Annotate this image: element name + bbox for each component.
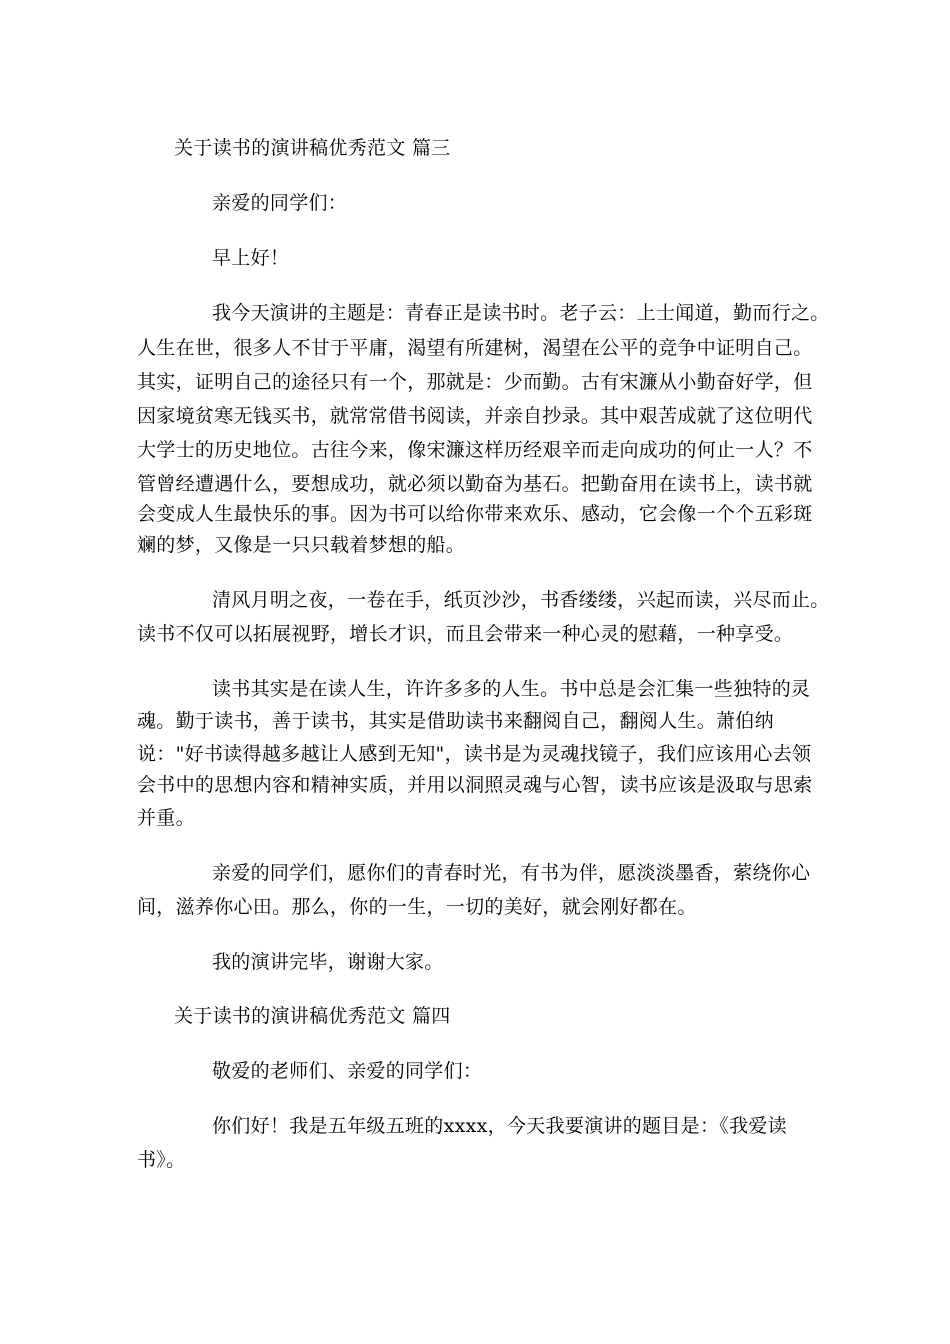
paragraph-line: 间，滋养你心田。那么，你的一生，一切的美好，就会刚好都在。 — [137, 896, 697, 918]
paragraph-line: 管曾经遭遇什么，要想成功，就必须以勤奋为基石。把勤奋用在读书上，读书就 — [137, 473, 813, 495]
closing: 我的演讲完毕，谢谢大家。 — [212, 951, 444, 973]
paragraph-line: 并重。 — [137, 807, 195, 829]
paragraph-line: 读书其实是在读人生，许许多多的人生。书中总是会汇集一些独特的灵 — [212, 678, 811, 700]
paragraph-line: 人生在世，很多人不甘于平庸，渴望有所建树，渴望在公平的竞争中证明自己。 — [137, 337, 813, 359]
salutation: 敬爱的老师们、亲爱的同学们： — [212, 1060, 483, 1082]
paragraph-line: 斓的梦，又像是一只只载着梦想的船。 — [137, 534, 466, 556]
paragraph-line: 其实，证明自己的途径只有一个，那就是：少而勤。古有宋濂从小勤奋好学，但 — [137, 371, 813, 393]
paragraph-line: 书》。 — [137, 1149, 186, 1171]
paragraph-line: 会变成人生最快乐的事。因为书可以给你带来欢乐、感动，它会像一个个五彩斑 — [137, 503, 813, 525]
paragraph-line: 你们好！我是五年级五班的xxxx，今天我要演讲的题目是：《我爱读 — [212, 1115, 787, 1137]
paragraph-line: 我今天演讲的主题是：青春正是读书时。老子云：上士闻道，勤而行之。 — [212, 302, 830, 324]
section-heading: 关于读书的演讲稿优秀范文 篇四 — [174, 1005, 451, 1027]
paragraph-line: 读书不仅可以拓展视野，增长才识，而且会带来一种心灵的慰藉，一种享受。 — [137, 623, 794, 645]
paragraph-line: 因家境贫寒无钱买书，就常常借书阅读，并亲自抄录。其中艰苦成就了这位明代 — [137, 405, 813, 427]
paragraph-line: 会书中的思想内容和精神实质，并用以洞照灵魂与心智，读书应该是汲取与思索 — [137, 774, 813, 796]
paragraph-line: 魂。勤于读书，善于读书，其实是借助读书来翻阅自己，翻阅人生。萧伯纳 — [137, 710, 774, 732]
paragraph-line: 说："好书读得越多越让人感到无知"，读书是为灵魂找镜子，我们应该用心去领 — [137, 743, 812, 765]
paragraph-line: 大学士的历史地位。古往今来，像宋濂这样历经艰辛而走向成功的何止一人？不 — [137, 439, 813, 461]
greeting: 早上好！ — [212, 247, 290, 269]
salutation: 亲爱的同学们： — [212, 192, 348, 214]
paragraph-line: 亲爱的同学们，愿你们的青春时光，有书为伴，愿淡淡墨香，萦绕你心 — [212, 862, 811, 884]
paragraph-line: 清风月明之夜，一卷在手，纸页沙沙，书香缕缕，兴起而读，兴尽而止。 — [212, 589, 830, 611]
section-heading: 关于读书的演讲稿优秀范文 篇三 — [174, 137, 451, 159]
